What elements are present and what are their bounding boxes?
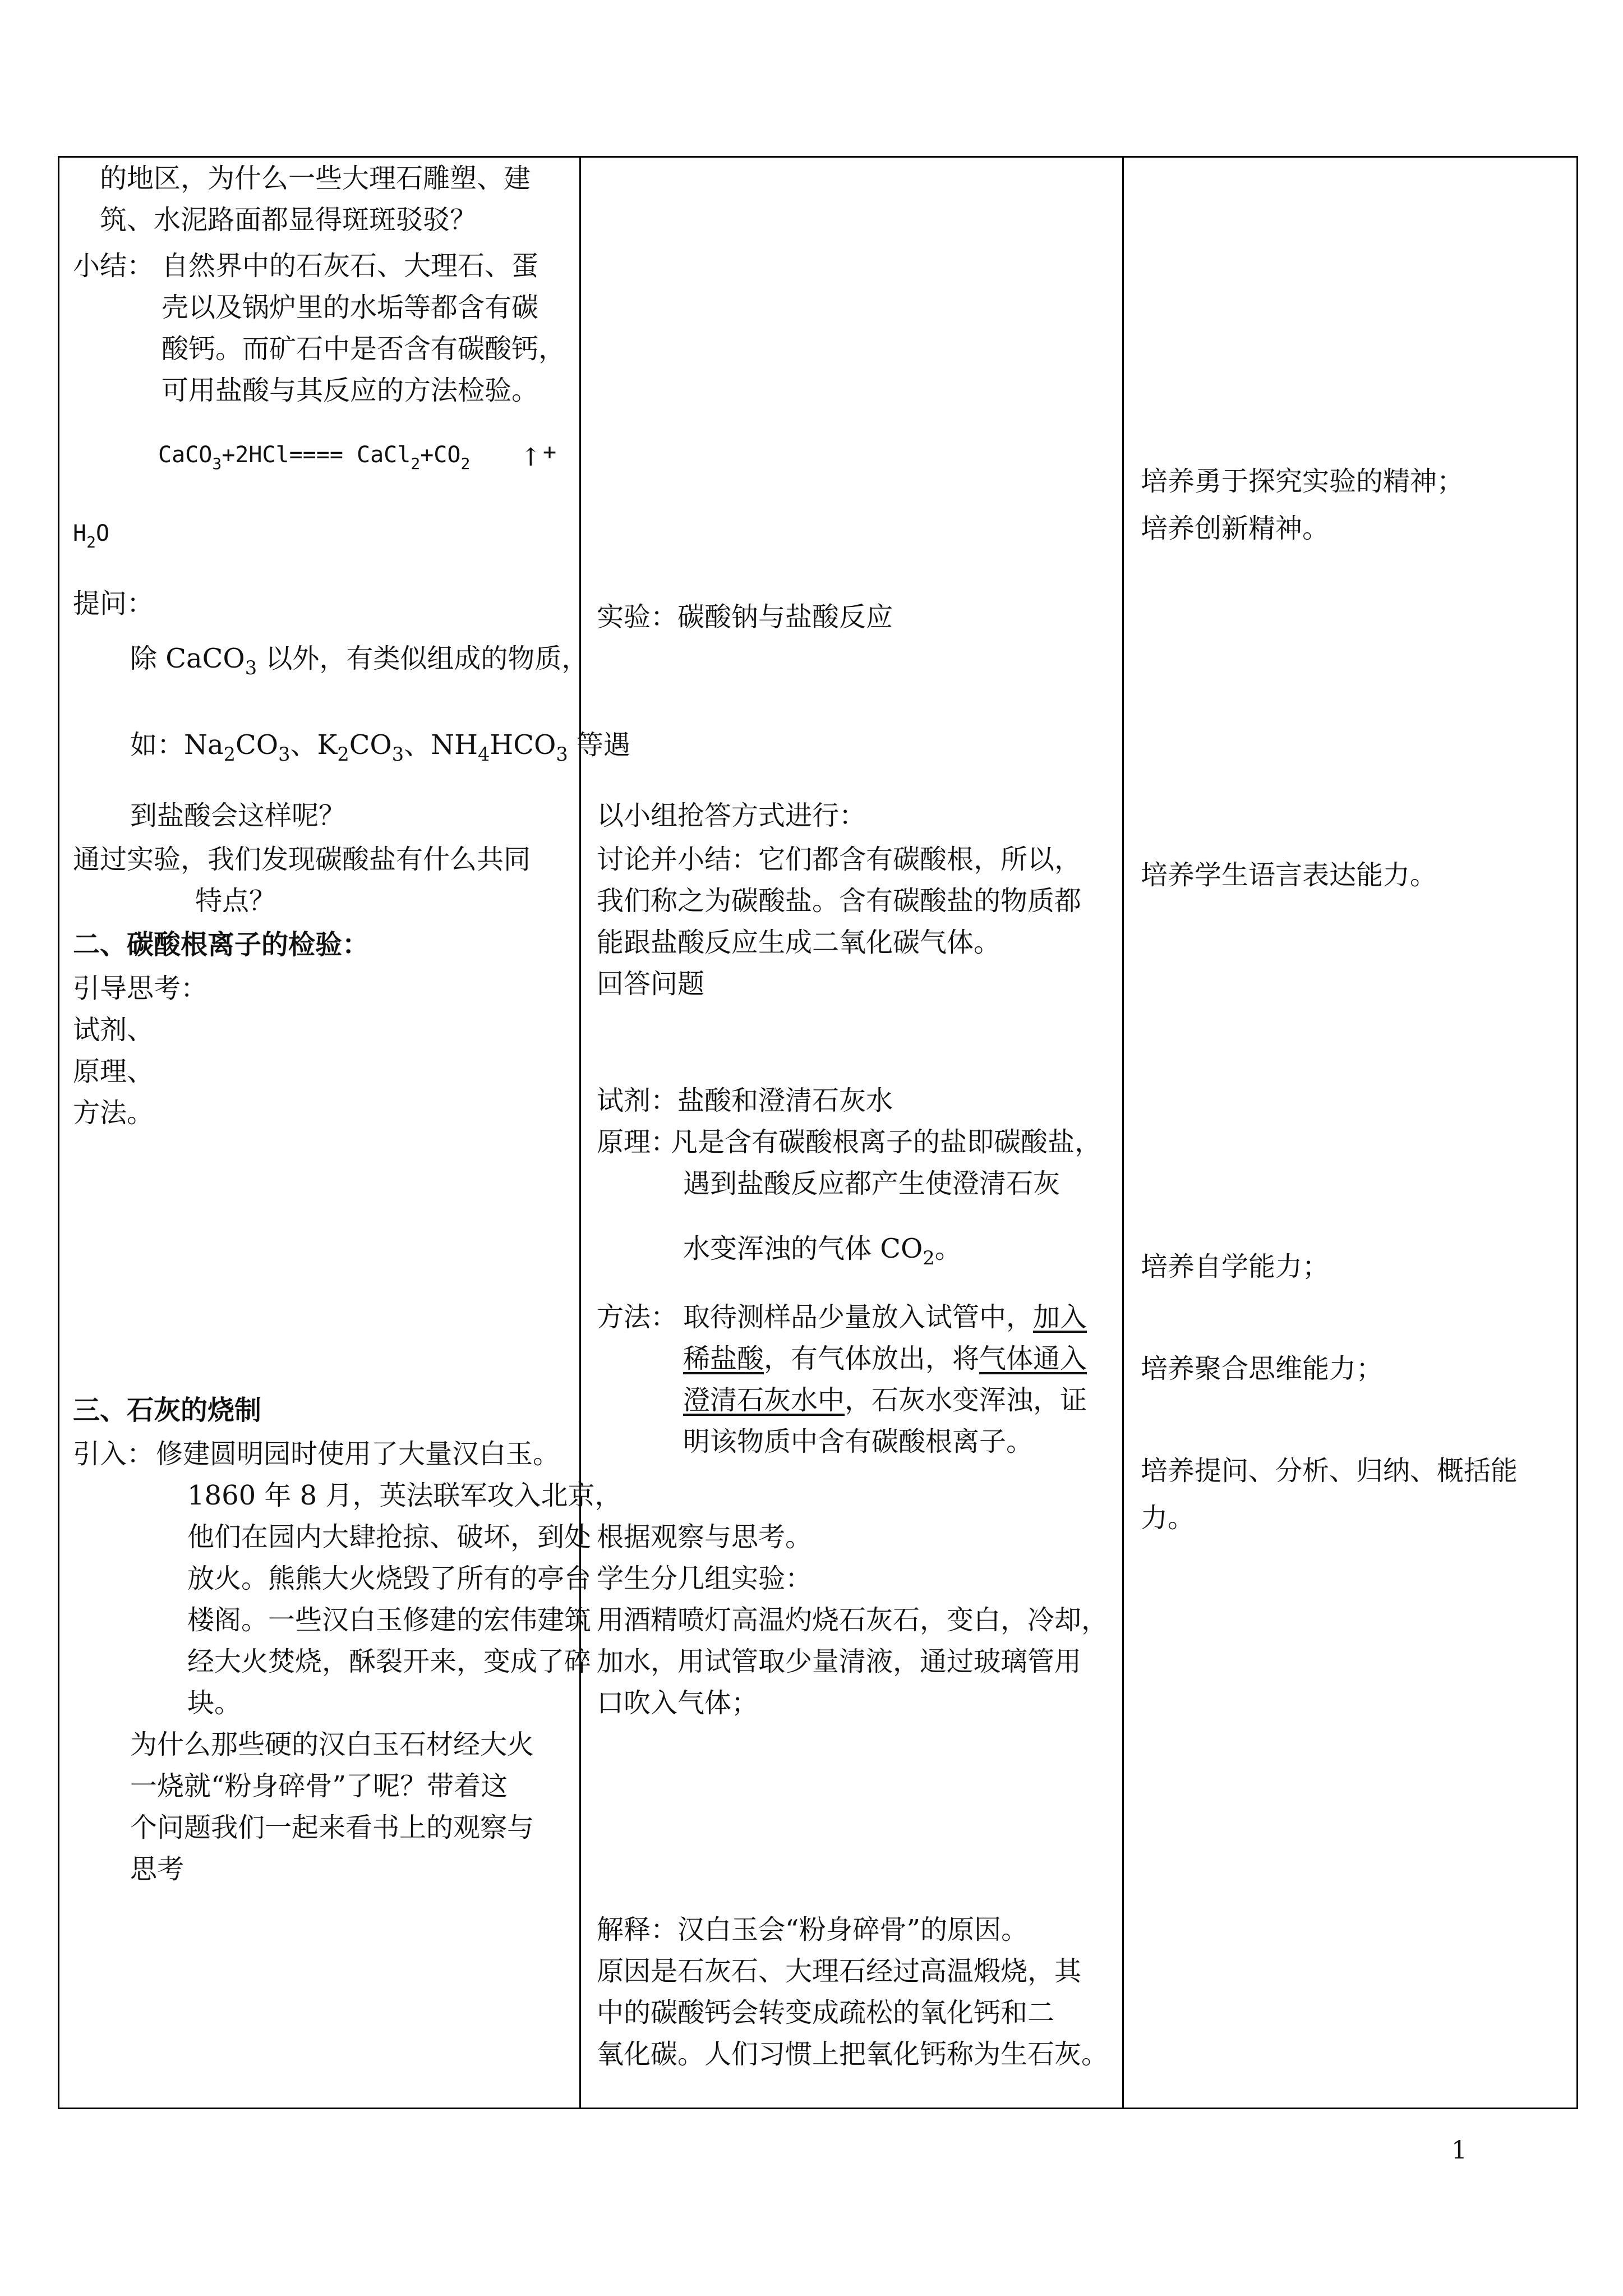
text-line: 原理、 bbox=[73, 1056, 154, 1087]
text-line: 引导思考： bbox=[73, 973, 208, 1004]
text-line: 的地区，为什么一些大理石雕塑、建 bbox=[100, 163, 531, 194]
text-line: 特点？ bbox=[195, 885, 276, 917]
text-line: 壳以及锅炉里的水垢等都含有碳 bbox=[162, 292, 539, 323]
text-line: 个问题我们一起来看书上的观察与 bbox=[130, 1812, 534, 1843]
text-line: 稀盐酸，有气体放出，将气体通入 bbox=[683, 1343, 1087, 1374]
summary-label: 小结： bbox=[73, 250, 154, 282]
page-number: 1 bbox=[1451, 2136, 1467, 2165]
text-line: 原因是石灰石、大理石经过高温煅烧，其 bbox=[597, 1955, 1082, 1987]
text-line: 放火。熊熊大火烧毁了所有的亭台 bbox=[187, 1563, 592, 1594]
text-line: 一烧就“粉身碎骨”了呢？带着这 bbox=[130, 1770, 508, 1802]
text-line: 我们称之为碳酸盐。含有碳酸盐的物质都 bbox=[597, 885, 1082, 917]
text-line: 加水，用试管取少量清液，通过玻璃管用 bbox=[597, 1646, 1082, 1677]
text-line: 筑、水泥路面都显得斑斑驳驳？ bbox=[100, 204, 477, 236]
text-line: 讨论并小结：它们都含有碳酸根，所以， bbox=[597, 844, 1082, 875]
text-line: 酸钙。而矿石中是否含有碳酸钙， bbox=[162, 333, 566, 365]
chemical-equation: CaCO$_3$+2HCl==== $CaCl_2+CO_2$ bbox=[158, 442, 471, 473]
text-line: 培养提问、分析、归纳、概括能 bbox=[1141, 1455, 1518, 1487]
text-line: 除 CaCO$_3$ 以外，有类似组成的物质， bbox=[130, 643, 589, 679]
text-line: 能跟盐酸反应生成二氧化碳气体。 bbox=[597, 927, 1001, 958]
column-divider-2 bbox=[1122, 156, 1124, 2109]
text-line: 澄清石灰水中，石灰水变浑浊，证 bbox=[683, 1384, 1087, 1416]
gas-arrow-icon: ↑ bbox=[520, 443, 541, 472]
text-line: 经大火焚烧，酥裂开来，变成了碎 bbox=[187, 1646, 592, 1677]
question-label: 提问： bbox=[73, 588, 154, 619]
text-line: 修建圆明园时使用了大量汉白玉。 bbox=[156, 1438, 560, 1470]
text-line: 回答问题 bbox=[597, 968, 705, 1000]
text-line: 培养学生语言表达能力。 bbox=[1141, 859, 1437, 891]
text-line: 培养聚合思维能力； bbox=[1141, 1353, 1384, 1384]
text-line: 如：$Na_2CO_3$、$K_2CO_3$、$NH_4HCO_3$ 等遇 bbox=[130, 729, 630, 765]
text-line: 培养自学能力； bbox=[1141, 1251, 1330, 1282]
method-label: 方法： bbox=[597, 1301, 678, 1333]
text-line: 凡是含有碳酸根离子的盐即碳酸盐， bbox=[671, 1126, 1102, 1158]
intro-label: 引入： bbox=[73, 1438, 154, 1470]
text-line: 实验：碳酸钠与盐酸反应 bbox=[597, 601, 893, 633]
text-line: 水变浑浊的气体 $CO_2$。 bbox=[683, 1233, 962, 1269]
text-line: 试剂：盐酸和澄清石灰水 bbox=[597, 1085, 893, 1116]
text-line: 他们在园内大肆抢掠、破坏，到处 bbox=[187, 1521, 592, 1553]
section-heading-2: 二、碳酸根离子的检验： bbox=[73, 929, 370, 960]
text-line: 氧化碳。人们习惯上把氧化钙称为生石灰。 bbox=[597, 2039, 1109, 2070]
text-line: 方法。 bbox=[73, 1097, 154, 1129]
text-line: 明该物质中含有碳酸根离子。 bbox=[683, 1426, 1034, 1457]
equation-plus: + bbox=[543, 439, 557, 465]
text-line: 力。 bbox=[1141, 1502, 1195, 1534]
principle-label: 原理： bbox=[597, 1126, 678, 1158]
equation-water: $H_2O$ bbox=[73, 521, 110, 551]
text-line: 通过实验，我们发现碳酸盐有什么共同 bbox=[73, 844, 531, 875]
text-line: 培养创新精神。 bbox=[1141, 513, 1330, 544]
text-line: 1860 年 8 月，英法联军攻入北京， bbox=[187, 1480, 622, 1511]
text-line: 楼阁。一些汉白玉修建的宏伟建筑 bbox=[187, 1604, 592, 1636]
text-line: 口吹入气体； bbox=[597, 1687, 759, 1719]
text-line: 思考 bbox=[130, 1853, 185, 1885]
text-line: 试剂、 bbox=[73, 1014, 154, 1046]
text-line: 学生分几组实验： bbox=[597, 1563, 813, 1594]
text-line: 取待测样品少量放入试管中，加入 bbox=[683, 1301, 1087, 1333]
text-line: 为什么那些硬的汉白玉石材经大火 bbox=[130, 1729, 534, 1760]
text-line: 块。 bbox=[187, 1687, 242, 1719]
text-line: 根据观察与思考。 bbox=[597, 1521, 813, 1553]
text-line: 解释：汉白玉会“粉身碎骨”的原因。 bbox=[597, 1914, 1029, 1945]
text-line: 遇到盐酸反应都产生使澄清石灰 bbox=[683, 1168, 1061, 1199]
text-line: 以小组抢答方式进行： bbox=[597, 800, 866, 831]
text-line: 到盐酸会这样呢？ bbox=[130, 800, 346, 831]
text-line: 自然界中的石灰石、大理石、蛋 bbox=[162, 250, 539, 282]
text-line: 可用盐酸与其反应的方法检验。 bbox=[162, 375, 539, 406]
section-heading-3: 三、石灰的烧制 bbox=[73, 1395, 262, 1426]
text-line: 中的碳酸钙会转变成疏松的氧化钙和二 bbox=[597, 1997, 1055, 2028]
text-line: 培养勇于探究实验的精神； bbox=[1141, 466, 1464, 497]
text-line: 用酒精喷灯高温灼烧石灰石，变白，冷却， bbox=[597, 1604, 1109, 1636]
column-divider-1 bbox=[579, 156, 581, 2109]
